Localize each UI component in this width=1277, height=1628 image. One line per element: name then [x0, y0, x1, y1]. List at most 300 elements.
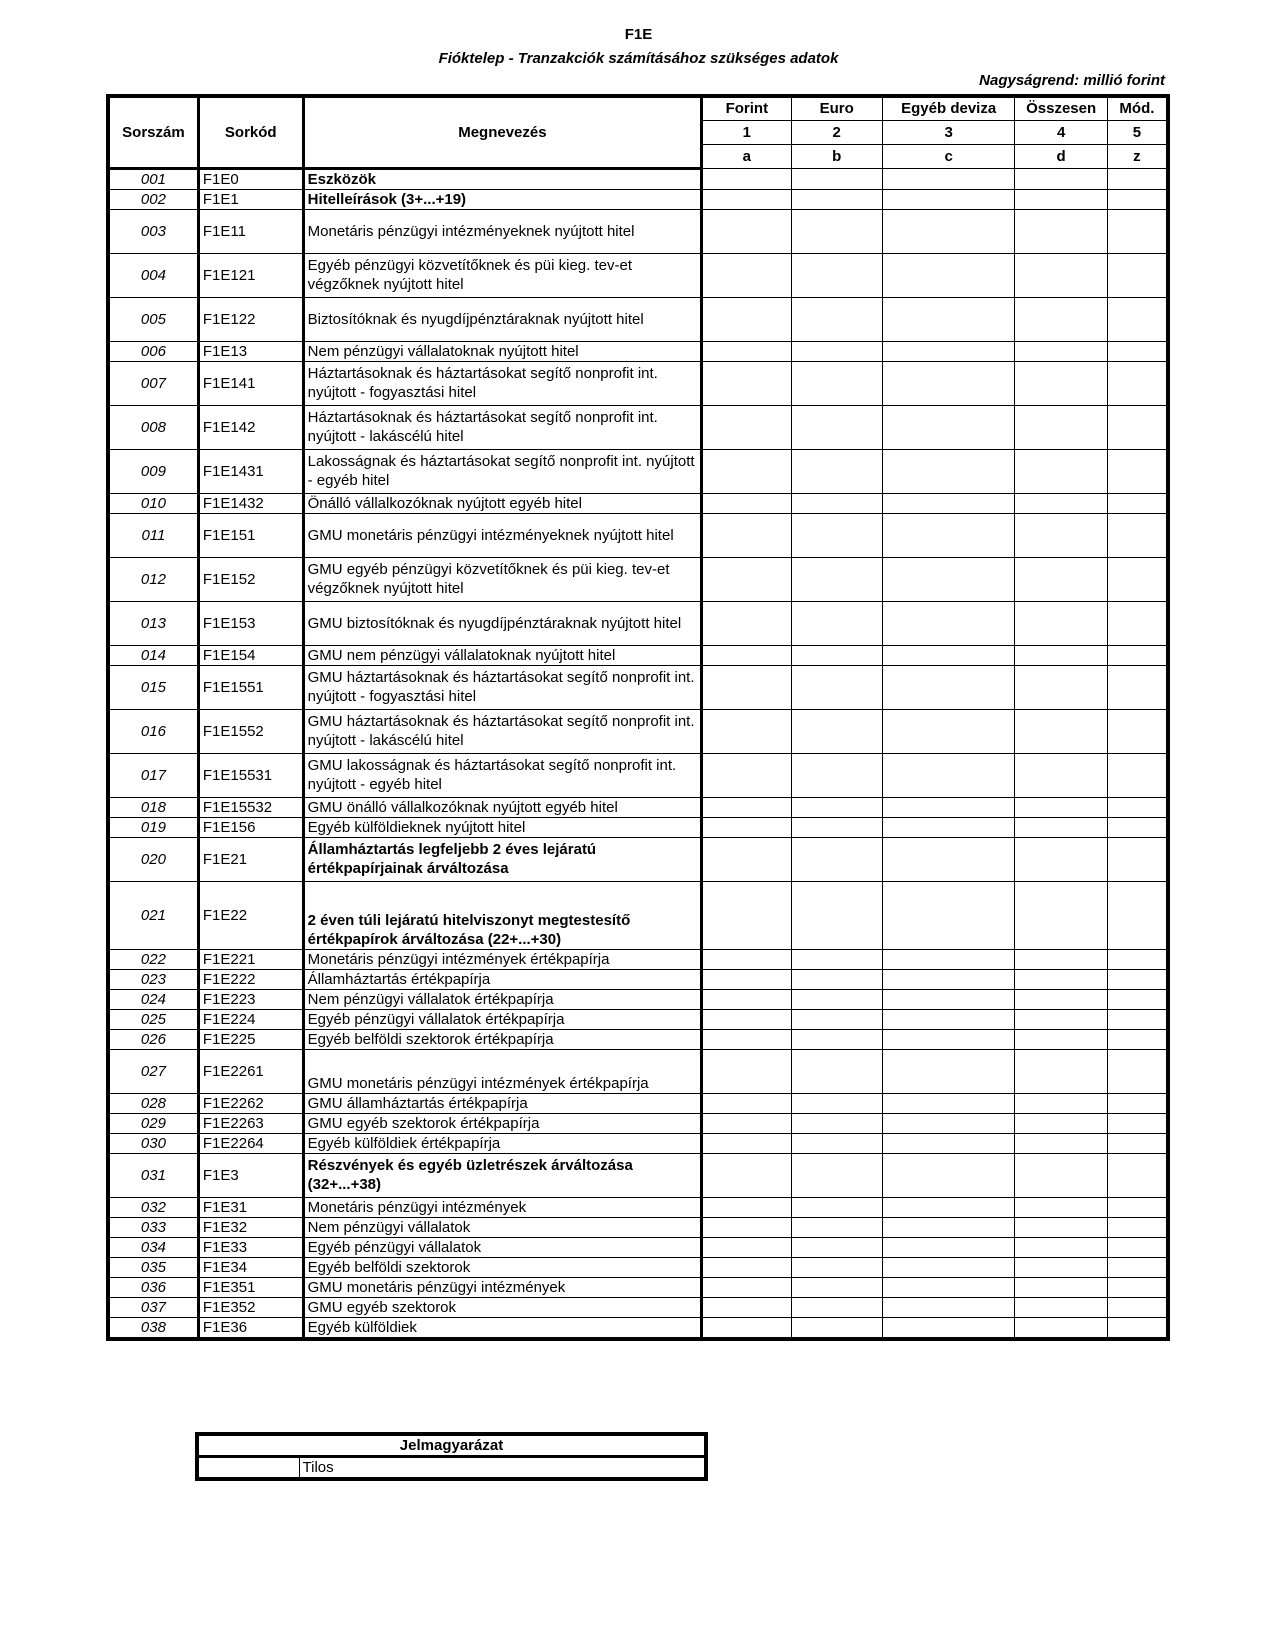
legend-item-tilos: Tilos — [299, 1457, 706, 1480]
row-name: Államháztartás legfeljebb 2 éves lejáratú értékpapírjainak árváltozása — [303, 837, 702, 881]
row-number: 035 — [108, 1257, 198, 1277]
cell-osszesen[interactable] — [1015, 341, 1107, 361]
cell-euro[interactable] — [791, 341, 882, 361]
cell-mod[interactable] — [1107, 1317, 1168, 1339]
cell-forint[interactable] — [702, 1133, 791, 1153]
cell-osszesen[interactable] — [1015, 1093, 1107, 1113]
cell-euro[interactable] — [791, 253, 882, 297]
cell-mod[interactable] — [1107, 1197, 1168, 1217]
row-code: F1E36 — [198, 1317, 303, 1339]
row-code: F1E225 — [198, 1029, 303, 1049]
cell-mod[interactable] — [1107, 1009, 1168, 1029]
header-sorszam: Sorszám — [108, 96, 198, 168]
row-name: Monetáris pénzügyi intézményeknek nyújtott hitel — [303, 209, 702, 253]
cell-egyeb-deviza[interactable] — [882, 1153, 1015, 1197]
cell-egyeb-deviza[interactable] — [882, 341, 1015, 361]
cell-osszesen[interactable] — [1015, 493, 1107, 513]
row-name: Nem pénzügyi vállalatok — [303, 1217, 702, 1237]
table-row — [108, 797, 1168, 817]
cell-osszesen[interactable] — [1015, 1217, 1107, 1237]
cell-forint[interactable] — [702, 837, 791, 881]
row-number: 006 — [108, 341, 198, 361]
table-row — [108, 189, 1168, 209]
cell-osszesen[interactable] — [1015, 449, 1107, 493]
cell-egyeb-deviza[interactable] — [882, 557, 1015, 601]
row-name: GMU önálló vállalkozóknak nyújtott egyéb hitel — [303, 797, 702, 817]
cell-forint[interactable] — [702, 513, 791, 557]
row-number: 013 — [108, 601, 198, 645]
cell-osszesen[interactable] — [1015, 189, 1107, 209]
table-row — [108, 1113, 1168, 1133]
header-letter-c: c — [882, 144, 1015, 168]
cell-forint[interactable] — [702, 1217, 791, 1237]
cell-mod[interactable] — [1107, 969, 1168, 989]
cell-egyeb-deviza[interactable] — [882, 969, 1015, 989]
cell-euro[interactable] — [791, 1297, 882, 1317]
row-name: Lakosságnak és háztartásokat segítő nonprofit int. nyújtott - egyéb hitel — [303, 449, 702, 493]
cell-euro[interactable] — [791, 1029, 882, 1049]
row-number: 009 — [108, 449, 198, 493]
cell-forint[interactable] — [702, 449, 791, 493]
cell-forint[interactable] — [702, 209, 791, 253]
cell-mod[interactable] — [1107, 1093, 1168, 1113]
cell-mod[interactable] — [1107, 253, 1168, 297]
cell-egyeb-deviza[interactable] — [882, 1197, 1015, 1217]
header-megnevezes: Megnevezés — [303, 96, 702, 168]
cell-euro[interactable] — [791, 1009, 882, 1029]
cell-forint[interactable] — [702, 949, 791, 969]
cell-euro[interactable] — [791, 665, 882, 709]
cell-mod[interactable] — [1107, 1217, 1168, 1237]
cell-euro[interactable] — [791, 989, 882, 1009]
cell-euro[interactable] — [791, 493, 882, 513]
row-code: F1E141 — [198, 361, 303, 405]
cell-mod[interactable] — [1107, 297, 1168, 341]
cell-egyeb-deviza[interactable] — [882, 1277, 1015, 1297]
form-code: F1E — [624, 26, 653, 43]
row-name: GMU monetáris pénzügyi intézmények értékpapírja — [303, 1049, 702, 1093]
cell-osszesen[interactable] — [1015, 253, 1107, 297]
cell-egyeb-deviza[interactable] — [882, 1217, 1015, 1237]
cell-egyeb-deviza[interactable] — [882, 168, 1015, 189]
cell-osszesen[interactable] — [1015, 753, 1107, 797]
row-number: 036 — [108, 1277, 198, 1297]
table-row — [108, 817, 1168, 837]
cell-mod[interactable] — [1107, 1133, 1168, 1153]
cell-mod[interactable] — [1107, 1029, 1168, 1049]
cell-forint[interactable] — [702, 1093, 791, 1113]
row-code: F1E122 — [198, 297, 303, 341]
cell-euro[interactable] — [791, 1217, 882, 1237]
cell-egyeb-deviza[interactable] — [882, 493, 1015, 513]
cell-egyeb-deviza[interactable] — [882, 189, 1015, 209]
cell-euro[interactable] — [791, 1237, 882, 1257]
table-row — [108, 1257, 1168, 1277]
table-row — [108, 1049, 1168, 1093]
cell-forint[interactable] — [702, 753, 791, 797]
table-row — [108, 1217, 1168, 1237]
table-body — [108, 168, 1168, 1339]
cell-forint[interactable] — [702, 341, 791, 361]
row-number: 007 — [108, 361, 198, 405]
cell-euro[interactable] — [791, 297, 882, 341]
legend-table — [195, 1432, 708, 1481]
row-code: F1E223 — [198, 989, 303, 1009]
row-code: F1E1551 — [198, 665, 303, 709]
cell-mod[interactable] — [1107, 797, 1168, 817]
cell-euro[interactable] — [791, 1277, 882, 1297]
table-row — [108, 405, 1168, 449]
cell-forint[interactable] — [702, 1113, 791, 1133]
cell-euro[interactable] — [791, 817, 882, 837]
header-num-1: 1 — [702, 120, 791, 144]
cell-euro[interactable] — [791, 361, 882, 405]
row-name: GMU monetáris pénzügyi intézmények — [303, 1277, 702, 1297]
cell-mod[interactable] — [1107, 1153, 1168, 1197]
cell-forint[interactable] — [702, 817, 791, 837]
cell-osszesen[interactable] — [1015, 168, 1107, 189]
cell-euro[interactable] — [791, 1113, 882, 1133]
cell-egyeb-deviza[interactable] — [882, 753, 1015, 797]
row-name: 2 éven túli lejáratú hitelviszonyt megtestesítő értékpapírok árváltozása (22+...+30) — [303, 881, 702, 949]
cell-mod[interactable] — [1107, 817, 1168, 837]
row-number: 001 — [108, 168, 198, 189]
row-name: Monetáris pénzügyi intézmények — [303, 1197, 702, 1217]
row-code: F1E2261 — [198, 1049, 303, 1093]
header-num-5: 5 — [1107, 120, 1168, 144]
row-number: 010 — [108, 493, 198, 513]
cell-egyeb-deviza[interactable] — [882, 1257, 1015, 1277]
cell-egyeb-deviza[interactable] — [882, 797, 1015, 817]
cell-osszesen[interactable] — [1015, 645, 1107, 665]
cell-euro[interactable] — [791, 837, 882, 881]
table-row — [108, 209, 1168, 253]
table-row — [108, 969, 1168, 989]
row-code: F1E22 — [198, 881, 303, 949]
cell-forint[interactable] — [702, 405, 791, 449]
cell-osszesen[interactable] — [1015, 1029, 1107, 1049]
row-number: 016 — [108, 709, 198, 753]
cell-mod[interactable] — [1107, 881, 1168, 949]
header-letter-a: a — [702, 144, 791, 168]
cell-forint[interactable] — [702, 1277, 791, 1297]
cell-euro[interactable] — [791, 797, 882, 817]
cell-euro[interactable] — [791, 601, 882, 645]
cell-euro[interactable] — [791, 1133, 882, 1153]
cell-forint[interactable] — [702, 1029, 791, 1049]
cell-euro[interactable] — [791, 709, 882, 753]
row-number: 034 — [108, 1237, 198, 1257]
row-name: Eszközök — [303, 168, 702, 189]
cell-euro[interactable] — [791, 557, 882, 601]
cell-osszesen[interactable] — [1015, 1113, 1107, 1133]
form-subtitle: Fióktelep - Tranzakciók számításához szükséges adatok — [438, 50, 839, 67]
cell-mod[interactable] — [1107, 1277, 1168, 1297]
cell-mod[interactable] — [1107, 449, 1168, 493]
cell-euro[interactable] — [791, 1197, 882, 1217]
row-code: F1E121 — [198, 253, 303, 297]
cell-osszesen[interactable] — [1015, 1133, 1107, 1153]
cell-osszesen[interactable] — [1015, 1197, 1107, 1217]
row-number: 037 — [108, 1297, 198, 1317]
cell-euro[interactable] — [791, 645, 882, 665]
cell-mod[interactable] — [1107, 209, 1168, 253]
row-code: F1E224 — [198, 1009, 303, 1029]
cell-egyeb-deviza[interactable] — [882, 449, 1015, 493]
cell-egyeb-deviza[interactable] — [882, 817, 1015, 837]
cell-egyeb-deviza[interactable] — [882, 1237, 1015, 1257]
cell-forint[interactable] — [702, 1009, 791, 1029]
cell-mod[interactable] — [1107, 753, 1168, 797]
table-row — [108, 1153, 1168, 1197]
row-code: F1E151 — [198, 513, 303, 557]
cell-egyeb-deviza[interactable] — [882, 297, 1015, 341]
cell-forint[interactable] — [702, 797, 791, 817]
cell-euro[interactable] — [791, 1093, 882, 1113]
row-number: 020 — [108, 837, 198, 881]
cell-euro[interactable] — [791, 1049, 882, 1093]
cell-forint[interactable] — [702, 557, 791, 601]
cell-forint[interactable] — [702, 645, 791, 665]
row-code: F1E13 — [198, 341, 303, 361]
cell-mod[interactable] — [1107, 405, 1168, 449]
header-letter-b: b — [791, 144, 882, 168]
cell-egyeb-deviza[interactable] — [882, 949, 1015, 969]
cell-osszesen[interactable] — [1015, 969, 1107, 989]
table-row — [108, 493, 1168, 513]
row-code: F1E11 — [198, 209, 303, 253]
table-row — [108, 1093, 1168, 1113]
cell-osszesen[interactable] — [1015, 361, 1107, 405]
header-letter-d: d — [1015, 144, 1107, 168]
cell-egyeb-deviza[interactable] — [882, 837, 1015, 881]
cell-mod[interactable] — [1107, 709, 1168, 753]
cell-mod[interactable] — [1107, 513, 1168, 557]
cell-mod[interactable] — [1107, 1049, 1168, 1093]
header-egyeb-deviza: Egyéb deviza — [882, 96, 1015, 120]
row-number: 021 — [108, 881, 198, 949]
cell-euro[interactable] — [791, 209, 882, 253]
cell-euro[interactable] — [791, 513, 882, 557]
cell-osszesen[interactable] — [1015, 1317, 1107, 1339]
cell-mod[interactable] — [1107, 989, 1168, 1009]
cell-euro[interactable] — [791, 969, 882, 989]
row-name: Nem pénzügyi vállalatok értékpapírja — [303, 989, 702, 1009]
cell-egyeb-deviza[interactable] — [882, 1049, 1015, 1093]
cell-euro[interactable] — [791, 189, 882, 209]
row-number: 018 — [108, 797, 198, 817]
cell-forint[interactable] — [702, 189, 791, 209]
cell-egyeb-deviza[interactable] — [882, 253, 1015, 297]
row-code: F1E2262 — [198, 1093, 303, 1113]
row-name: Államháztartás értékpapírja — [303, 969, 702, 989]
row-number: 002 — [108, 189, 198, 209]
row-name: Egyéb belföldi szektorok értékpapírja — [303, 1029, 702, 1049]
cell-mod[interactable] — [1107, 341, 1168, 361]
row-code: F1E156 — [198, 817, 303, 837]
cell-euro[interactable] — [791, 449, 882, 493]
cell-egyeb-deviza[interactable] — [882, 989, 1015, 1009]
cell-egyeb-deviza[interactable] — [882, 1133, 1015, 1153]
cell-egyeb-deviza[interactable] — [882, 1029, 1015, 1049]
cell-osszesen[interactable] — [1015, 209, 1107, 253]
cell-euro[interactable] — [791, 753, 882, 797]
row-name: Önálló vállalkozóknak nyújtott egyéb hitel — [303, 493, 702, 513]
row-code: F1E222 — [198, 969, 303, 989]
cell-forint[interactable] — [702, 361, 791, 405]
cell-forint[interactable] — [702, 1317, 791, 1339]
cell-mod[interactable] — [1107, 1113, 1168, 1133]
table-row — [108, 601, 1168, 645]
cell-osszesen[interactable] — [1015, 949, 1107, 969]
cell-mod[interactable] — [1107, 557, 1168, 601]
row-name: Háztartásoknak és háztartásokat segítő nonprofit int. nyújtott - lakáscélú hitel — [303, 405, 702, 449]
table-row — [108, 557, 1168, 601]
cell-egyeb-deviza[interactable] — [882, 645, 1015, 665]
cell-osszesen[interactable] — [1015, 1049, 1107, 1093]
header-num-4: 4 — [1015, 120, 1107, 144]
cell-egyeb-deviza[interactable] — [882, 1317, 1015, 1339]
row-name: GMU egyéb szektorok — [303, 1297, 702, 1317]
cell-mod[interactable] — [1107, 361, 1168, 405]
row-number: 012 — [108, 557, 198, 601]
cell-osszesen[interactable] — [1015, 797, 1107, 817]
cell-osszesen[interactable] — [1015, 513, 1107, 557]
cell-forint[interactable] — [702, 709, 791, 753]
table-row — [108, 1317, 1168, 1339]
cell-mod[interactable] — [1107, 1257, 1168, 1277]
cell-egyeb-deviza[interactable] — [882, 601, 1015, 645]
cell-egyeb-deviza[interactable] — [882, 709, 1015, 753]
table-row — [108, 449, 1168, 493]
cell-osszesen[interactable] — [1015, 881, 1107, 949]
table-row — [108, 989, 1168, 1009]
cell-euro[interactable] — [791, 1317, 882, 1339]
cell-forint[interactable] — [702, 1197, 791, 1217]
cell-forint[interactable] — [702, 969, 791, 989]
row-name: Részvények és egyéb üzletrészek árváltozása (32+...+38) — [303, 1153, 702, 1197]
cell-osszesen[interactable] — [1015, 1237, 1107, 1257]
cell-euro[interactable] — [791, 1153, 882, 1197]
cell-forint[interactable] — [702, 881, 791, 949]
cell-forint[interactable] — [702, 601, 791, 645]
cell-forint[interactable] — [702, 1153, 791, 1197]
cell-osszesen[interactable] — [1015, 1153, 1107, 1197]
cell-osszesen[interactable] — [1015, 557, 1107, 601]
cell-egyeb-deviza[interactable] — [882, 1009, 1015, 1029]
cell-mod[interactable] — [1107, 645, 1168, 665]
cell-osszesen[interactable] — [1015, 817, 1107, 837]
header-forint: Forint — [702, 96, 791, 120]
cell-egyeb-deviza[interactable] — [882, 405, 1015, 449]
row-name: Egyéb külföldiek — [303, 1317, 702, 1339]
row-number: 031 — [108, 1153, 198, 1197]
row-name: Egyéb belföldi szektorok — [303, 1257, 702, 1277]
row-number: 026 — [108, 1029, 198, 1049]
table-row — [108, 1133, 1168, 1153]
cell-egyeb-deviza[interactable] — [882, 665, 1015, 709]
row-code: F1E0 — [198, 168, 303, 189]
row-number: 023 — [108, 969, 198, 989]
cell-forint[interactable] — [702, 1049, 791, 1093]
cell-osszesen[interactable] — [1015, 601, 1107, 645]
cell-forint[interactable] — [702, 1237, 791, 1257]
row-code: F1E142 — [198, 405, 303, 449]
row-name: Háztartásoknak és háztartásokat segítő nonprofit int. nyújtott - fogyasztási hitel — [303, 361, 702, 405]
cell-osszesen[interactable] — [1015, 1009, 1107, 1029]
cell-mod[interactable] — [1107, 493, 1168, 513]
cell-mod[interactable] — [1107, 665, 1168, 709]
row-name: GMU nem pénzügyi vállalatoknak nyújtott hitel — [303, 645, 702, 665]
header-euro: Euro — [791, 96, 882, 120]
cell-mod[interactable] — [1107, 1297, 1168, 1317]
cell-egyeb-deviza[interactable] — [882, 513, 1015, 557]
cell-mod[interactable] — [1107, 837, 1168, 881]
cell-mod[interactable] — [1107, 949, 1168, 969]
cell-egyeb-deviza[interactable] — [882, 209, 1015, 253]
cell-egyeb-deviza[interactable] — [882, 1093, 1015, 1113]
cell-osszesen[interactable] — [1015, 665, 1107, 709]
row-name: Hitelleírások (3+...+19) — [303, 189, 702, 209]
row-code: F1E15531 — [198, 753, 303, 797]
row-number: 028 — [108, 1093, 198, 1113]
cell-euro[interactable] — [791, 949, 882, 969]
row-number: 004 — [108, 253, 198, 297]
unit-label: Nagyságrend: millió forint — [979, 72, 1165, 89]
row-number: 005 — [108, 297, 198, 341]
cell-euro[interactable] — [791, 405, 882, 449]
cell-osszesen[interactable] — [1015, 709, 1107, 753]
row-number: 033 — [108, 1217, 198, 1237]
table-row — [108, 513, 1168, 557]
legend-swatch — [197, 1457, 299, 1480]
cell-forint[interactable] — [702, 1297, 791, 1317]
cell-egyeb-deviza[interactable] — [882, 881, 1015, 949]
cell-osszesen[interactable] — [1015, 1277, 1107, 1297]
cell-osszesen[interactable] — [1015, 837, 1107, 881]
cell-osszesen[interactable] — [1015, 1257, 1107, 1277]
table-row — [108, 709, 1168, 753]
row-number: 017 — [108, 753, 198, 797]
row-code: F1E3 — [198, 1153, 303, 1197]
cell-egyeb-deviza[interactable] — [882, 1297, 1015, 1317]
cell-euro[interactable] — [791, 881, 882, 949]
row-name: GMU államháztartás értékpapírja — [303, 1093, 702, 1113]
cell-osszesen[interactable] — [1015, 405, 1107, 449]
cell-forint[interactable] — [702, 168, 791, 189]
table-row — [108, 1009, 1168, 1029]
header-letter-z: z — [1107, 144, 1168, 168]
row-code: F1E1432 — [198, 493, 303, 513]
cell-forint[interactable] — [702, 1257, 791, 1277]
cell-osszesen[interactable] — [1015, 297, 1107, 341]
cell-forint[interactable] — [702, 253, 791, 297]
cell-euro[interactable] — [791, 1257, 882, 1277]
cell-euro[interactable] — [791, 168, 882, 189]
cell-osszesen[interactable] — [1015, 1297, 1107, 1317]
cell-mod[interactable] — [1107, 1237, 1168, 1257]
cell-forint[interactable] — [702, 297, 791, 341]
cell-osszesen[interactable] — [1015, 989, 1107, 1009]
cell-forint[interactable] — [702, 493, 791, 513]
cell-egyeb-deviza[interactable] — [882, 1113, 1015, 1133]
cell-mod[interactable] — [1107, 189, 1168, 209]
cell-forint[interactable] — [702, 989, 791, 1009]
cell-egyeb-deviza[interactable] — [882, 361, 1015, 405]
cell-mod[interactable] — [1107, 601, 1168, 645]
cell-mod[interactable] — [1107, 168, 1168, 189]
cell-forint[interactable] — [702, 665, 791, 709]
